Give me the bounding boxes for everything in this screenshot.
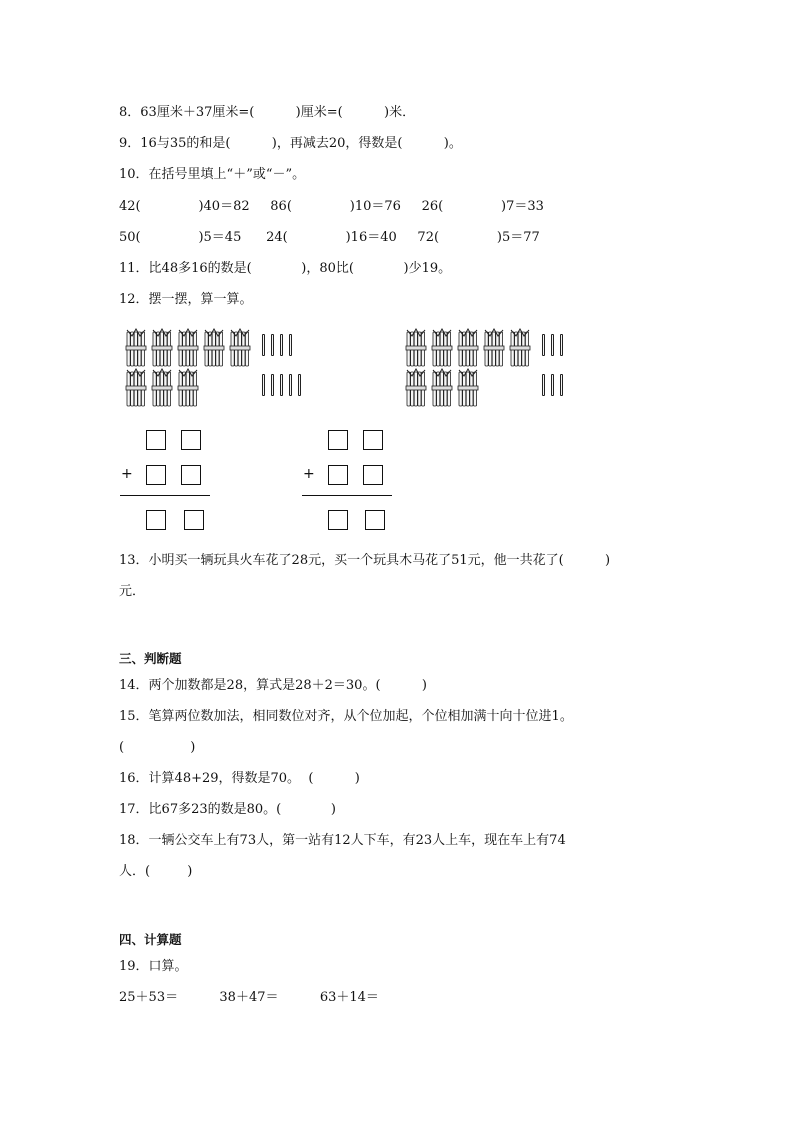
question-15-line-1: 15．笔算两位数加法，相同数位对齐，从个位加起，个位相加满十向十位进1。 xyxy=(119,709,573,724)
question-18-line-2: 人．( ) xyxy=(119,864,193,879)
stick-bundle-icon xyxy=(508,326,532,368)
question-17: 17．比67多23的数是80。( ) xyxy=(119,802,336,817)
single-stick-icon xyxy=(280,334,283,356)
single-stick-icon xyxy=(280,374,283,396)
stick-bundle-icon xyxy=(124,326,148,368)
stick-bundle-icon xyxy=(456,366,480,408)
answer-box[interactable] xyxy=(328,510,348,530)
question-10: 10．在括号里填上“＋”或“－”。 xyxy=(119,167,306,182)
single-stick-icon xyxy=(271,374,274,396)
stick-bundle-icon xyxy=(124,366,148,408)
answer-box[interactable] xyxy=(328,465,348,485)
answer-box[interactable] xyxy=(184,510,204,530)
answer-box[interactable] xyxy=(365,510,385,530)
question-10-row-2: 50( )5＝45 24( )16＝40 72( )5＝77 xyxy=(119,230,540,245)
answer-box[interactable] xyxy=(328,430,348,450)
question-19: 19．口算。 xyxy=(119,959,188,974)
stick-bundle-icon xyxy=(228,326,252,368)
question-13-line-2: 元． xyxy=(119,584,146,599)
single-stick-icon xyxy=(551,334,554,356)
stick-bundle-icon xyxy=(456,326,480,368)
stick-bundle-icon xyxy=(430,366,454,408)
counting-sticks-figure-left xyxy=(124,326,324,406)
question-15-line-2: ( ) xyxy=(119,740,196,755)
stick-bundle-icon xyxy=(482,326,506,368)
stick-bundle-icon xyxy=(404,366,428,408)
counting-sticks-figure-right xyxy=(404,326,604,406)
question-8: 8．63厘米＋37厘米=( )厘米=( )米． xyxy=(119,105,416,120)
sum-line xyxy=(120,495,210,496)
question-13-line-1: 13．小明买一辆玩具火车花了28元，买一个玩具木马花了51元，他一共花了( ) xyxy=(119,553,611,568)
answer-box[interactable] xyxy=(146,465,166,485)
answer-box[interactable] xyxy=(363,465,383,485)
stick-bundle-icon xyxy=(202,326,226,368)
question-14: 14．两个加数都是28，算式是28＋2＝30。( ) xyxy=(119,678,427,693)
single-stick-icon xyxy=(289,374,292,396)
single-stick-icon xyxy=(560,374,563,396)
stick-bundle-icon xyxy=(150,326,174,368)
single-stick-icon xyxy=(542,374,545,396)
single-stick-icon xyxy=(551,374,554,396)
answer-box[interactable] xyxy=(363,430,383,450)
stick-bundle-icon xyxy=(404,326,428,368)
stick-bundle-icon xyxy=(430,326,454,368)
section-4-title: 四、计算题 xyxy=(119,932,182,947)
stick-bundle-icon xyxy=(176,366,200,408)
question-18-line-1: 18．一辆公交车上有73人，第一站有12人下车，有23人上车，现在车上有74 xyxy=(119,833,566,848)
section-3-title: 三、判断题 xyxy=(119,651,182,666)
question-12: 12．摆一摆，算一算。 xyxy=(119,292,253,307)
plus-sign: + xyxy=(121,466,133,482)
single-stick-icon xyxy=(289,334,292,356)
question-9: 9．16与35的和是( )，再减去20，得数是( )。 xyxy=(119,136,462,151)
answer-box[interactable] xyxy=(146,430,166,450)
answer-box[interactable] xyxy=(181,430,201,450)
single-stick-icon xyxy=(262,334,265,356)
question-11: 11．比48多16的数是( )，80比( )少19。 xyxy=(119,261,452,276)
single-stick-icon xyxy=(560,334,563,356)
single-stick-icon xyxy=(271,334,274,356)
single-stick-icon xyxy=(542,334,545,356)
sum-line xyxy=(302,495,392,496)
plus-sign: + xyxy=(303,466,315,482)
answer-box[interactable] xyxy=(181,465,201,485)
question-16: 16．计算48+29，得数是70。 ( ) xyxy=(119,771,360,786)
stick-bundle-icon xyxy=(176,326,200,368)
question-19-items: 25＋53＝ 38＋47＝ 63＋14＝ xyxy=(119,990,379,1005)
question-10-row-1: 42( )40＝82 86( )10＝76 26( )7＝33 xyxy=(119,199,544,214)
stick-bundle-icon xyxy=(150,366,174,408)
answer-box[interactable] xyxy=(146,510,166,530)
single-stick-icon xyxy=(262,374,265,396)
single-stick-icon xyxy=(298,374,301,396)
